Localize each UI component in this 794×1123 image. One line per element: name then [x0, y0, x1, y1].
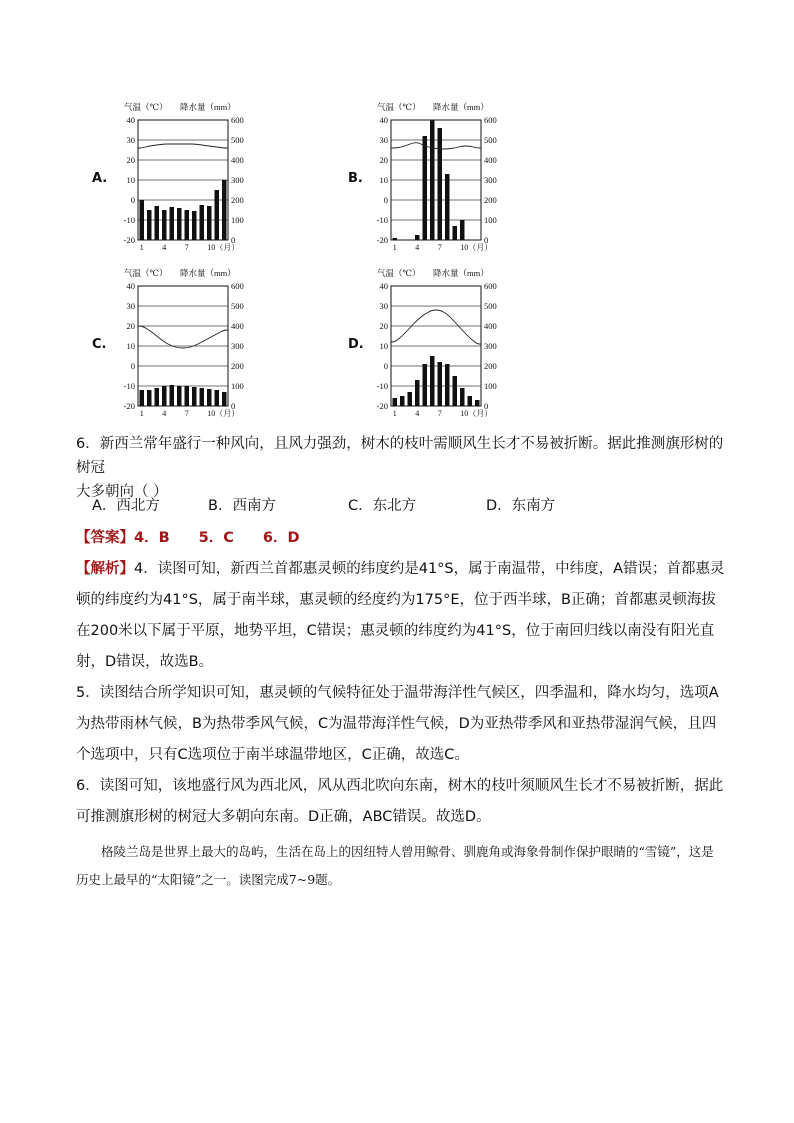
temperature-tick-label: 40 [126, 115, 135, 125]
precipitation-bar [207, 389, 212, 406]
analysis-4 [76, 554, 726, 678]
temperature-axis-title: 气温（℃） [124, 268, 168, 278]
month-tick-label: 10（月） [460, 409, 493, 418]
precipitation-bar [430, 120, 435, 240]
temperature-tick-label: 0 [383, 361, 388, 371]
month-tick-label: 7 [437, 409, 442, 418]
precipitation-bar [393, 238, 398, 240]
month-tick-label: 10（月） [460, 243, 493, 252]
precipitation-bar [453, 376, 458, 406]
precipitation-tick-label: 200 [231, 361, 244, 371]
precipitation-bar [200, 388, 205, 406]
precipitation-bar [170, 385, 175, 406]
month-tick-label: 1 [139, 243, 144, 252]
answer-label: 【答案】 [76, 530, 134, 546]
precipitation-bar [445, 174, 450, 240]
precipitation-tick-label: 0 [231, 401, 236, 411]
precipitation-tick-label: 300 [484, 341, 497, 351]
climate-chart-svg [110, 100, 260, 255]
precipitation-bar [162, 210, 167, 240]
temperature-tick-label: -20 [376, 401, 388, 411]
temperature-tick-label: 30 [126, 301, 135, 311]
precipitation-bar [460, 388, 465, 406]
precipitation-bar [177, 208, 182, 240]
precipitation-tick-label: 200 [231, 195, 244, 205]
temperature-tick-label: 20 [126, 155, 135, 165]
temperature-tick-label: 10 [126, 175, 135, 185]
month-tick-label: 4 [415, 409, 420, 418]
precipitation-bar [215, 390, 220, 406]
precipitation-bar [430, 356, 435, 406]
precipitation-tick-label: 300 [231, 341, 244, 351]
choice-a: A．西北方 [92, 498, 160, 514]
precipitation-tick-label: 400 [484, 155, 497, 165]
precipitation-axis-title: 降水量（mm） [433, 102, 489, 112]
month-tick-label: 7 [184, 409, 189, 418]
precipitation-bar [155, 388, 160, 406]
precipitation-bar [162, 386, 167, 406]
precipitation-bar [400, 396, 405, 406]
temperature-line [138, 326, 228, 348]
precipitation-axis-title: 降水量（mm） [180, 102, 236, 112]
month-tick-label: 7 [184, 243, 189, 252]
month-tick-label: 7 [437, 243, 442, 252]
precipitation-axis-title: 降水量（mm） [433, 268, 489, 278]
precipitation-bar [438, 362, 443, 406]
month-tick-label: 4 [162, 243, 167, 252]
option-letter: C. [92, 337, 107, 352]
temperature-tick-label: 40 [126, 281, 135, 291]
climate-chart-svg [363, 266, 513, 421]
precipitation-bar [453, 226, 458, 240]
month-tick-label: 10（月） [207, 243, 240, 252]
precipitation-tick-label: 0 [484, 401, 489, 411]
precipitation-tick-label: 400 [484, 321, 497, 331]
precipitation-tick-label: 0 [231, 235, 236, 245]
question-6-line1: 6．新西兰常年盛行一种风向，且风力强劲，树木的枝叶需顺风生长才不易被折断。据此推测旗形树的树冠 [76, 436, 724, 476]
precipitation-axis-title: 降水量（mm） [180, 268, 236, 278]
question-6-line2: 大多朝向（ ） [76, 484, 168, 500]
precipitation-bar [185, 210, 190, 240]
temperature-axis-title: 气温（℃） [377, 102, 421, 112]
precipitation-bar [393, 398, 398, 406]
precipitation-bar [475, 400, 480, 406]
temperature-tick-label: -10 [123, 381, 135, 391]
precipitation-bar [140, 200, 145, 240]
precipitation-bar [222, 392, 227, 406]
precipitation-bar [222, 180, 227, 240]
temperature-tick-label: -20 [123, 401, 135, 411]
temperature-axis-title: 气温（℃） [124, 102, 168, 112]
precipitation-bar [170, 207, 175, 240]
temperature-tick-label: 20 [126, 321, 135, 331]
precipitation-bar [192, 387, 197, 406]
temperature-tick-label: 0 [130, 361, 135, 371]
precipitation-tick-label: 500 [231, 301, 244, 311]
month-tick-label: 1 [139, 409, 144, 418]
temperature-tick-label: 30 [379, 301, 388, 311]
precipitation-tick-label: 600 [231, 115, 244, 125]
precipitation-bar [200, 205, 205, 240]
precipitation-tick-label: 300 [484, 175, 497, 185]
intro-7-9 [76, 838, 726, 894]
precipitation-bar [140, 390, 145, 406]
precipitation-bar [147, 210, 152, 240]
precipitation-tick-label: 600 [231, 281, 244, 291]
precipitation-bar [215, 190, 220, 240]
temperature-tick-label: 0 [130, 195, 135, 205]
precipitation-tick-label: 100 [231, 381, 244, 391]
temperature-tick-label: 30 [126, 135, 135, 145]
precipitation-bar [415, 380, 420, 406]
month-tick-label: 10（月） [207, 409, 240, 418]
precipitation-tick-label: 500 [484, 135, 497, 145]
precipitation-tick-label: 0 [484, 235, 489, 245]
temperature-tick-label: -20 [123, 235, 135, 245]
month-tick-label: 1 [392, 409, 397, 418]
precipitation-tick-label: 500 [231, 135, 244, 145]
temperature-tick-label: 20 [379, 321, 388, 331]
precipitation-bar [438, 128, 443, 240]
precipitation-bar [185, 386, 190, 406]
option-letter: A. [92, 171, 108, 186]
temperature-tick-label: 40 [379, 281, 388, 291]
climate-chart-svg [110, 266, 260, 421]
precipitation-tick-label: 200 [484, 361, 497, 371]
precipitation-bar [177, 386, 182, 406]
choice-c: C．东北方 [348, 498, 417, 514]
option-letter: D. [348, 337, 364, 352]
precipitation-bar [192, 211, 197, 240]
temperature-axis-title: 气温（℃） [377, 268, 421, 278]
temperature-line [391, 310, 481, 344]
precipitation-bar [155, 206, 160, 240]
precipitation-tick-label: 300 [231, 175, 244, 185]
precipitation-tick-label: 600 [484, 281, 497, 291]
intro-text: 格陵兰岛是世界上最大的岛屿，生活在岛上的因纽特人曾用鲸骨、驯鹿角或海象骨制作保护眼睛的“雪镜”，这是历史上最早的“太阳镜”之一。读图完成7~9题。 [76, 844, 714, 887]
option-letter: B. [348, 171, 363, 186]
temperature-tick-label: 40 [379, 115, 388, 125]
precipitation-tick-label: 100 [231, 215, 244, 225]
analysis-6-text: 6．读图可知，该地盛行风为西北风，风从西北吹向东南，树木的枝叶须顺风生长才不易被折断，据此可推测旗形树的树冠大多朝向东南。D正确，ABC错误。故选D。 [76, 778, 724, 825]
precipitation-bar [460, 220, 465, 240]
precipitation-tick-label: 400 [231, 321, 244, 331]
analysis-4-text: 4．读图可知，新西兰首都惠灵顿的纬度约是41°S，属于南温带，中纬度，A错误；首都惠灵顿的纬度约为41°S，属于南半球，惠灵顿的经度约为175°E，位于西半球，B正确；首都惠灵顿海拔在200米以下属于平原，地势平坦，C错误；惠灵顿的纬度约为41°S，位于南回归线以南没有阳光直射，D错误，故选B。 [76, 561, 725, 670]
precipitation-bar [415, 235, 420, 240]
temperature-tick-label: -20 [376, 235, 388, 245]
climate-chart-svg [363, 100, 513, 255]
precipitation-tick-label: 100 [484, 215, 497, 225]
precipitation-bar [445, 364, 450, 406]
temperature-tick-label: 10 [379, 341, 388, 351]
answer-text: 4．B 5．C 6．D [134, 530, 300, 546]
analysis-6 [76, 771, 726, 833]
temperature-tick-label: 20 [379, 155, 388, 165]
month-tick-label: 1 [392, 243, 397, 252]
temperature-tick-label: -10 [376, 381, 388, 391]
temperature-line [138, 144, 228, 148]
precipitation-bar [423, 364, 428, 406]
choice-b: B．西南方 [208, 498, 276, 514]
precipitation-bar [408, 392, 413, 406]
temperature-tick-label: -10 [376, 215, 388, 225]
analysis-5-text: 5．读图结合所学知识可知，惠灵顿的气候特征处于温带海洋性气候区，四季温和，降水均匀，选项A为热带雨林气候，B为热带季风气候，C为温带海洋性气候，D为亚热带季风和亚热带湿润气候，且四个选项中，只有C选项位于南半球温带地区，C正确，故选C。 [76, 685, 719, 763]
temperature-tick-label: 10 [379, 175, 388, 185]
month-tick-label: 4 [162, 409, 167, 418]
precipitation-tick-label: 500 [484, 301, 497, 311]
precipitation-bar [207, 206, 212, 240]
precipitation-tick-label: 600 [484, 115, 497, 125]
choice-d: D．东南方 [486, 498, 556, 514]
precipitation-bar [468, 396, 473, 406]
temperature-tick-label: 0 [383, 195, 388, 205]
analysis-label: 【解析】 [76, 561, 134, 577]
analysis-5 [76, 678, 726, 771]
precipitation-tick-label: 400 [231, 155, 244, 165]
precipitation-bar [147, 390, 152, 406]
month-tick-label: 4 [415, 243, 420, 252]
precipitation-tick-label: 200 [484, 195, 497, 205]
answer-line [76, 523, 726, 554]
precipitation-bar [423, 136, 428, 240]
precipitation-tick-label: 100 [484, 381, 497, 391]
temperature-tick-label: -10 [123, 215, 135, 225]
temperature-tick-label: 30 [379, 135, 388, 145]
temperature-tick-label: 10 [126, 341, 135, 351]
temperature-line [391, 143, 481, 149]
